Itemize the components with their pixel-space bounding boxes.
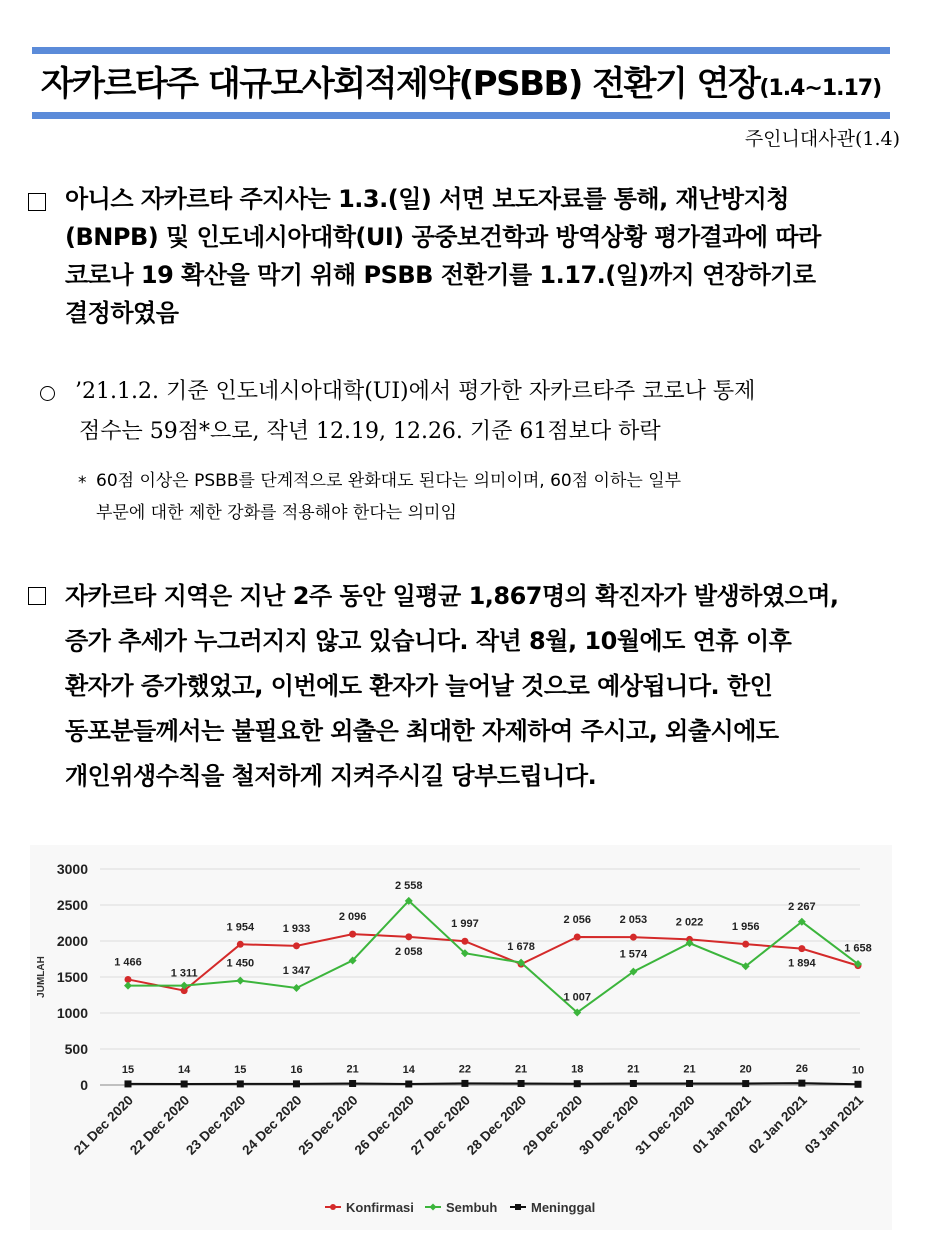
y-tick-label: 0 (80, 1077, 88, 1093)
chart-canvas (30, 845, 892, 1230)
sub-line: 점수는 59점*으로, 작년 12.19, 12.26. 기준 61점보다 하락 (79, 419, 661, 444)
data-point (293, 1080, 300, 1087)
data-label: 1 678 (507, 941, 535, 954)
covid-line-chart (30, 845, 892, 1230)
x-tick-label: 22 Dec 2020 (126, 1092, 193, 1158)
x-tick-label: 03 Jan 2021 (801, 1092, 867, 1157)
legend-label: Sembuh (446, 1200, 498, 1215)
data-point (686, 1080, 693, 1087)
top-accent-bar (32, 47, 890, 54)
data-point (349, 1080, 356, 1087)
section-2-line: 환자가 증가했었고, 이번에도 환자가 늘어날 것으로 예상됩니다. 한인 (65, 672, 773, 700)
data-label: 15 (234, 1063, 247, 1076)
section-1-line: 코로나 19 확산을 막기 위해 PSBB 전환기를 1.17.(일)까지 연장하기로 (65, 261, 816, 289)
section-2-line: 자카르타 지역은 지난 2주 동안 일평균 1,867명의 확진자가 발생하였으며, (65, 582, 839, 610)
section-1-sub (75, 372, 900, 452)
data-label: 1 347 (282, 965, 311, 978)
y-tick-label: 1500 (56, 969, 88, 985)
data-label: 21 (683, 1063, 696, 1076)
data-label: 14 (402, 1063, 415, 1076)
data-label: 1 997 (451, 918, 479, 931)
data-point (292, 984, 300, 992)
data-label: 1 311 (170, 967, 198, 980)
data-label: 1 933 (282, 922, 311, 935)
data-point (574, 1080, 581, 1087)
section-2-line: 증가 추세가 누그러지지 않고 있습니다. 작년 8월, 10월에도 연휴 이후 (65, 627, 792, 655)
data-point (124, 982, 132, 990)
legend-swatch-marker (430, 1204, 437, 1211)
data-label: 22 (458, 1063, 472, 1076)
data-label: 1 574 (619, 948, 648, 961)
data-point (405, 933, 412, 940)
y-tick-label: 2000 (56, 933, 88, 949)
data-label: 1 956 (731, 921, 760, 934)
data-point (574, 933, 581, 940)
data-point (349, 931, 356, 938)
data-label: 16 (290, 1063, 303, 1076)
x-tick-label: 26 Dec 2020 (351, 1092, 417, 1158)
data-point (405, 1080, 412, 1087)
data-label: 1 954 (226, 921, 255, 934)
y-axis-label: JUMLAH (36, 956, 47, 998)
data-label: 2 022 (675, 916, 704, 929)
data-label: 21 (514, 1063, 528, 1076)
data-point (742, 1080, 749, 1087)
data-label: 14 (178, 1063, 191, 1076)
data-label: 1 894 (788, 957, 816, 970)
section-2 (65, 574, 900, 799)
data-label: 15 (121, 1063, 135, 1076)
circle-bullet-icon (40, 386, 55, 401)
data-point (461, 1080, 468, 1087)
data-point (742, 941, 749, 948)
data-point (236, 977, 244, 985)
y-tick-label: 500 (64, 1041, 88, 1057)
data-point (237, 1080, 244, 1087)
data-label: 18 (571, 1063, 584, 1076)
section-2-line: 동포분들께서는 불필요한 외출은 최대한 자제하여 주시고, 외출시에도 (65, 717, 779, 745)
x-tick-label: 25 Dec 2020 (295, 1092, 361, 1158)
legend-label: Meninggal (531, 1200, 596, 1215)
x-tick-label: 02 Jan 2021 (745, 1092, 810, 1157)
data-label: 21 (346, 1063, 359, 1076)
y-tick-label: 1000 (56, 1005, 88, 1021)
x-tick-label: 29 Dec 2020 (520, 1092, 586, 1158)
legend-swatch-marker (330, 1204, 336, 1210)
x-tick-label: 31 Dec 2020 (632, 1092, 698, 1158)
section-2-line: 개인위생수칙을 철저하게 지켜주시길 당부드립니다. (65, 762, 597, 790)
square-bullet-icon (28, 587, 46, 605)
data-point (798, 945, 805, 952)
data-label: 10 (851, 1064, 865, 1077)
data-label: 26 (795, 1063, 808, 1076)
data-point (630, 934, 637, 941)
legend-swatch-marker (515, 1204, 521, 1210)
page-title (32, 56, 890, 105)
data-point (293, 942, 300, 949)
footnote-line: 부문에 대한 제한 강화를 적용해야 한다는 의미임 (96, 503, 457, 523)
section-1-line: (BNPB) 및 인도네시아대학(UI) 공중보건학과 방역상황 평가결과에 따라 (65, 223, 821, 251)
data-point (181, 1080, 188, 1087)
square-bullet-icon (28, 193, 46, 211)
data-label: 1 007 (563, 991, 591, 1004)
title-main: 자카르타주 대규모사회적제약(PSBB) 전환기 연장 (40, 64, 760, 104)
x-tick-label: 21 Dec 2020 (70, 1092, 137, 1158)
data-point (461, 938, 468, 945)
x-tick-label: 27 Dec 2020 (407, 1092, 474, 1158)
x-tick-label: 28 Dec 2020 (463, 1092, 530, 1158)
data-label: 2 053 (619, 914, 648, 927)
source-line: 주인니대사관(1.4) (744, 128, 900, 150)
y-tick-label: 3000 (56, 861, 88, 877)
data-point (125, 1080, 132, 1087)
data-label: 1 658 (844, 942, 872, 955)
legend-label: Konfirmasi (346, 1200, 414, 1215)
y-tick-label: 2500 (56, 897, 88, 913)
data-label: 1 450 (226, 957, 255, 970)
section-1 (65, 180, 900, 332)
section-1-line: 결정하였음 (65, 299, 179, 327)
x-tick-label: 01 Jan 2021 (689, 1092, 754, 1157)
data-point (855, 1081, 862, 1088)
data-label: 2 058 (395, 945, 423, 958)
footnote (96, 465, 901, 529)
data-label: 21 (627, 1063, 640, 1076)
data-label: 2 558 (395, 879, 423, 892)
data-point (518, 1080, 525, 1087)
footnote-line: 60점 이상은 PSBB를 단계적으로 완화대도 된다는 의미이며, 60점 이하는 일부 (96, 471, 682, 491)
data-point (237, 941, 244, 948)
sub-line: ’21.1.2. 기준 인도네시아대학(UI)에서 평가한 자카르타주 코로나 통제 (75, 379, 756, 404)
data-label: 2 056 (563, 913, 591, 926)
data-label: 20 (739, 1063, 752, 1076)
data-label: 2 096 (338, 911, 367, 924)
x-tick-label: 30 Dec 2020 (576, 1092, 642, 1158)
data-label: 2 267 (788, 900, 816, 913)
data-point (630, 1080, 637, 1087)
title-dates: (1.4~1.17) (759, 76, 882, 101)
data-label: 1 466 (114, 956, 142, 969)
bottom-accent-bar (32, 112, 890, 119)
x-tick-label: 23 Dec 2020 (183, 1092, 249, 1158)
asterisk-bullet: * (78, 473, 87, 493)
x-tick-label: 24 Dec 2020 (239, 1092, 305, 1158)
data-point (798, 1080, 805, 1087)
section-1-line: 아니스 자카르타 주지사는 1.3.(일) 서면 보도자료를 통해, 재난방지청 (65, 185, 789, 213)
